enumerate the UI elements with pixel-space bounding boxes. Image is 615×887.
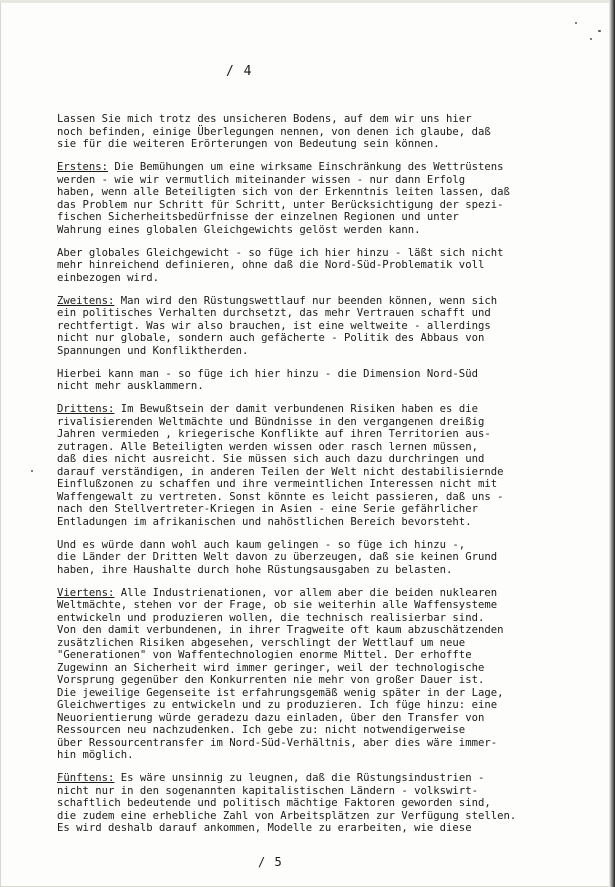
- paragraph-lead: Fünftens:: [57, 772, 115, 784]
- paragraph-fuenftens: [57, 772, 557, 835]
- paragraph-text: Im Bewußtsein der damit verbundenen Risiken haben es die rivalisierenden Weltmächte und Bündnisse in den vergangenen dreißig Jahren vermieden , kriegerische Konflikte auf ihren Territorien aus- zutragen. Alle Beteiligten werden wissen oder rasch lernen müssen, daß dies nicht ausreicht. Sie müssen sich auch dazu durchringen und darauf verständigen, in anderen Teilen der Welt nicht destabilisiernde Einflußzonen zu schaffen und ihre vermeintlichen Interessen nicht mit Waffengewalt zu vertreten. Sonst könnte es leicht passieren, daß uns - nach den Stellvertreter-Kriegen in Asien - eine Serie gefährlicher Entladungen im afrikanischen und nahöstlichen Bereich bevorsteht.: [57, 403, 504, 528]
- paragraph-text: Man wird den Rüstungswettlauf nur beenden können, wenn sich ein politisches Verhalten durchsetzt, das mehr Vertrauen schafft und rechtfertigt. Was wir also brauchen, ist eine weltweite - allerdings nicht nur globale, sondern auch gefächerte - Politik des Abbaus von Spannungen und Konfliktherden.: [57, 294, 498, 357]
- paragraph-text: Alle Industrienationen, vor allem aber die beiden nuklearen Weltmächte, stehen vor der Frage, ob sie weiterhin alle Waffensysteme entwickeln und produzieren wollen, die technisch realisierbar sind. Von den damit verbundenen, in ihrer Tragweite oft kaum abzuschätzenden zusätzlichen Risiken abgesehen, verschlingt der Wettlauf um neue "Generationen" von Waffentechnologien enorme Mittel. Der erhoffte Zugewinn an Sicherheit wird immer geringer, weil der technologische Vorsprung gegenüber den Konkurrenten nie mehr von großer Dauer ist. Die jeweilige Gegenseite ist erfahrungsgemäß wenig später in der Lage, Gleichwertiges zu entwickeln und zu produzieren. Ich füge hinzu: eine Neuorientierung würde geradezu dazu einladen, über den Transfer von Ressourcen neu nachzudenken. Ich gebe zu: nicht notwendigerweise über Ressourcentransfer im Nord-Süd-Verhältnis, aber dies wäre immer- hin möglich.: [57, 586, 504, 761]
- paragraph-dritte-welt: [57, 539, 557, 577]
- page-right-edge: [609, 0, 615, 887]
- paragraph-text: Und es würde dann wohl auch kaum gelingen - so füge ich hinzu -, die Länder der Dritten Welt davon zu überzeugen, daß sie keinen Grund haben, ihre Haushalte durch hohe Rüstungsausgaben zu belasten.: [57, 538, 498, 576]
- paragraph-lead: Zweitens:: [57, 294, 115, 307]
- document-body: [57, 113, 557, 845]
- paragraph-text: Lassen Sie mich trotz des unsicheren Bodens, auf dem wir uns hier noch befinden, einige Überlegungen nennen, von denen ich glaube, daß sie für die weiteren Erörterungen von Bedeutung sein können.: [57, 113, 491, 150]
- next-page-marker: / 5: [258, 855, 283, 869]
- paragraph-drittens: [57, 403, 557, 528]
- paragraph-text: Hierbei kann man - so füge ich hier hinzu - die Dimension Nord-Süd nicht mehr ausklammern.: [57, 367, 478, 392]
- paragraph-gleichgewicht: [57, 247, 557, 285]
- scan-speck: [598, 30, 601, 32]
- scan-speck: [590, 38, 592, 40]
- paragraph-viertens: [57, 587, 557, 762]
- paragraph-nord-sued: [57, 368, 557, 393]
- scan-speck: [575, 22, 577, 24]
- paragraph-zweitens: [57, 295, 557, 358]
- paragraph-lead: Erstens:: [57, 161, 109, 173]
- paragraph-text: Die Bemühungen um eine wirksame Einschränkung des Wettrüstens werden - wie wir vermutlich miteinander wissen - nur dann Erfolg haben, wenn alle Beteiligten sich von der Erkenntnis leiten lassen, daß das Problem nur Schritt für Schritt, unter Berücksichtigung der spezi- fischen Sicherheitsbedürfnisse der einzelnen Regionen und unter Wahrung eines globalen Gleichgewichts gelöst werden kann.: [57, 161, 510, 236]
- paragraph-intro: [57, 113, 557, 151]
- page-top-edge: [0, 0, 615, 3]
- paragraph-lead: Viertens:: [57, 586, 115, 599]
- page-number: / 4: [226, 64, 253, 79]
- paragraph-text: Aber globales Gleichgewicht - so füge ich hier hinzu - läßt sich nicht mehr hinreichend definieren, ohne daß die Nord-Süd-Problematik voll einbezogen wird.: [57, 246, 504, 284]
- paragraph-lead: Drittens:: [57, 403, 115, 415]
- paragraph-erstens: [57, 161, 557, 236]
- scan-speck: [31, 470, 33, 472]
- paragraph-text: Es wäre unsinnig zu leugnen, daß die Rüstungsindustrien - nicht nur in den sogenannten kapitalistischen Ländern - volkswirt- schaftlich bedeutende und politisch mächtige Faktoren geworden sind, die zudem eine erhebliche Zahl von Arbeitsplätzen zur Verfügung stellen. Es wird deshalb darauf ankommen, Modelle zu erarbeiten, wie diese: [57, 772, 517, 834]
